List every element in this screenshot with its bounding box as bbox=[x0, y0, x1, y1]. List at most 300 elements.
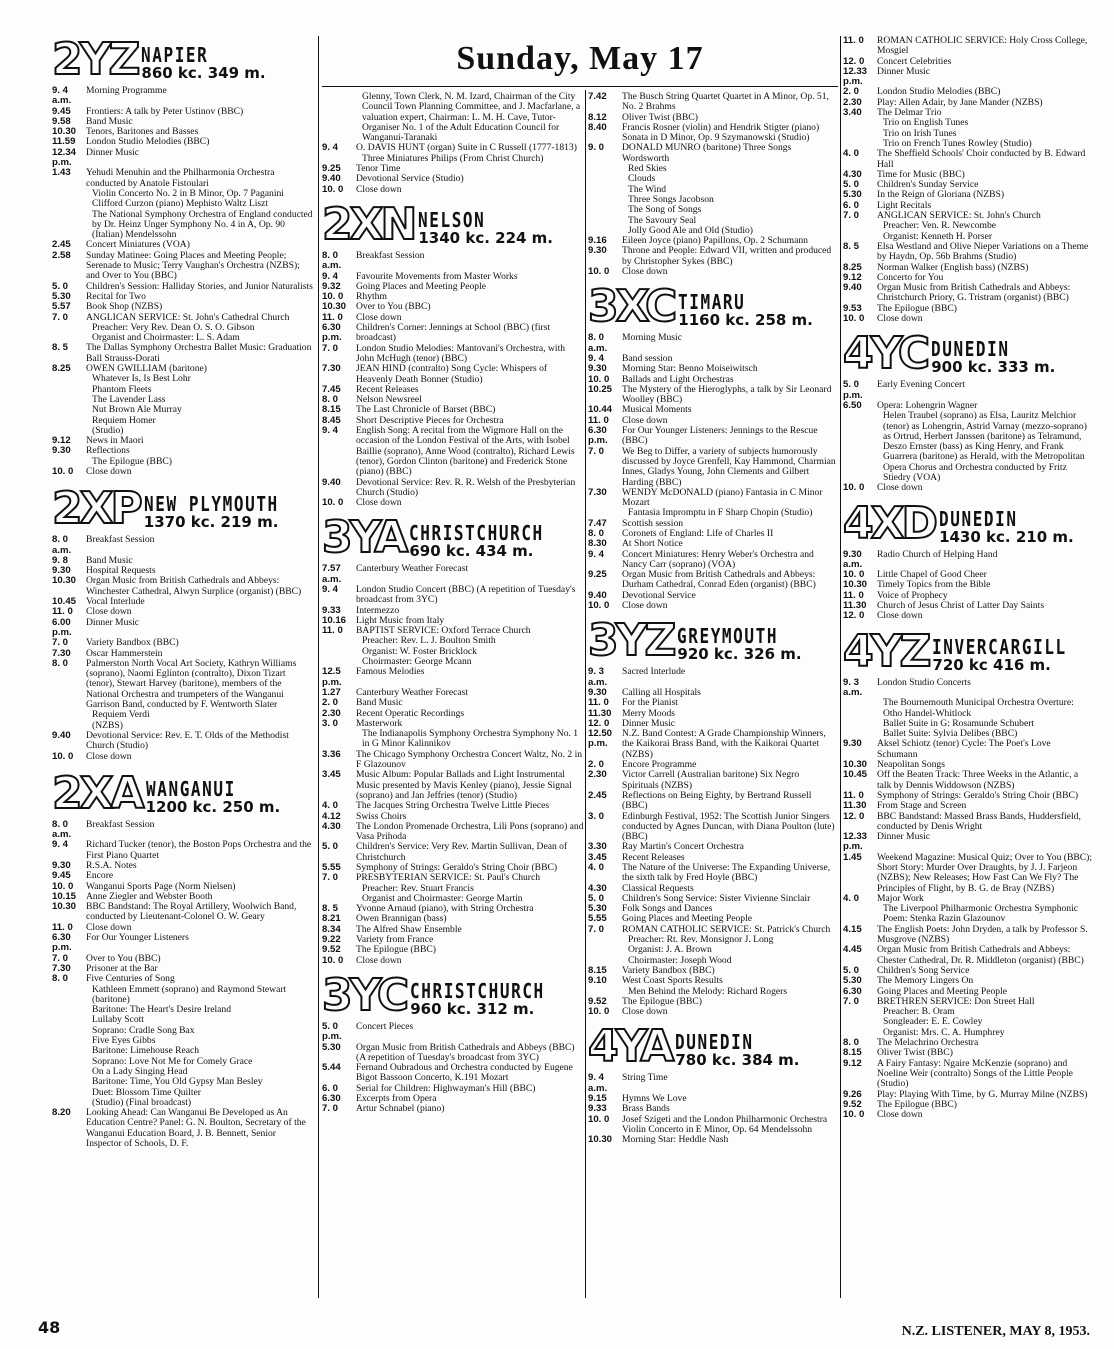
programme-time bbox=[52, 1077, 86, 1087]
station-logo: 3XC bbox=[588, 281, 675, 333]
programme-entry bbox=[52, 752, 314, 762]
station-3yc bbox=[322, 969, 584, 1021]
programme-time: 4. 0 bbox=[322, 800, 339, 812]
programme-time: 10.44 bbox=[588, 404, 613, 416]
programme-title: Encore bbox=[86, 870, 114, 882]
programme-title: ROMAN CATHOLIC SERVICE: St. Patrick's Church bbox=[622, 923, 831, 935]
programme-time: 10.30 bbox=[52, 126, 77, 138]
programme-time: 12. 0 bbox=[843, 610, 865, 622]
programme-time: 5. 0 bbox=[843, 964, 860, 976]
programme-title: For Our Younger Listeners: Jennings to the Rescue (BBC) bbox=[622, 425, 818, 447]
programme-title: Church of Jesus Christ of Latter Day Saints bbox=[877, 600, 1045, 612]
programme-title: Tenor Time bbox=[356, 163, 401, 175]
programme-time: 2. 0 bbox=[843, 86, 860, 98]
programme-entry bbox=[322, 750, 584, 771]
programme-title: The Busch String Quartet Quartet in A Minor, Op. 51, No. 2 Brahms bbox=[622, 91, 829, 113]
programme-title: Concert Pieces bbox=[356, 1020, 414, 1032]
programme-time: 9.30 bbox=[52, 860, 71, 871]
programme-title: The Jacques String Orchestra Twelve Little Pieces bbox=[356, 800, 550, 812]
programme-title: Dinner Music bbox=[86, 616, 140, 628]
programme-entry bbox=[52, 148, 314, 169]
programme-time: 5.44 bbox=[322, 1062, 341, 1074]
programme-time: 9.12 bbox=[843, 271, 862, 283]
programme-title: The Memory Lingers On bbox=[877, 975, 974, 987]
programme-title: Anne Ziegler and Webster Booth bbox=[86, 890, 213, 902]
programme-title: Neapolitan Songs bbox=[877, 759, 945, 771]
programme-time bbox=[52, 405, 86, 415]
programme-time bbox=[843, 221, 877, 231]
programme-title: Reflections on Being Eighty, by Bertrand Russell (BBC) bbox=[622, 789, 812, 812]
programme-time: 5. 0 p.m. bbox=[843, 379, 863, 401]
programme-time bbox=[52, 1067, 86, 1077]
programme-time: 8.45 bbox=[322, 414, 341, 426]
programme-title: The Epilogue (BBC) bbox=[356, 944, 436, 956]
programme-title: Five Centuries of Song bbox=[86, 973, 175, 985]
programme-time: 5.30 bbox=[52, 290, 71, 302]
programme-title: The Wind bbox=[628, 183, 667, 195]
programme-title: Band Music bbox=[86, 554, 133, 566]
station-2xp bbox=[52, 483, 314, 535]
programme-title: Close down bbox=[877, 1109, 923, 1121]
programme-entry bbox=[322, 770, 584, 801]
programme-title: Yehudi Menuhin and the Philharmonia Orchestra conducted by Anatole Fistoulari bbox=[86, 167, 275, 189]
programme-time: 9.40 bbox=[322, 173, 341, 185]
programme-entry bbox=[843, 925, 1093, 946]
programme-entry bbox=[52, 302, 314, 312]
programme-time: 6. 0 bbox=[843, 199, 860, 211]
station-4xd bbox=[843, 497, 1093, 549]
programme-time: 3. 0 bbox=[588, 810, 605, 822]
programme-title: Soprano: Cradle Song Bax bbox=[92, 1024, 195, 1036]
programme-time: 12.5 p.m. bbox=[322, 666, 342, 688]
programme-time bbox=[588, 164, 622, 174]
programme-time: 11. 0 bbox=[588, 414, 609, 426]
programme-time: 10.30 bbox=[52, 575, 77, 587]
station-3xc bbox=[588, 281, 838, 333]
programme-time: 12. 0 bbox=[588, 717, 610, 729]
programme-time: 8.34 bbox=[322, 923, 341, 935]
programme-time: 9. 3 a.m. bbox=[843, 676, 863, 698]
programme-entry bbox=[588, 333, 838, 354]
programme-time bbox=[52, 1015, 86, 1025]
programme-title: The Epilogue (BBC) bbox=[877, 302, 957, 314]
programme-entry bbox=[843, 678, 1093, 699]
programme-time: 10. 0 bbox=[588, 1113, 610, 1125]
programme-time: 6.50 bbox=[843, 399, 862, 411]
programme-title: N.Z. Band Contest: A Grade Championship Winners, the Kaikorai Brass Band, with the Kaikorai Quartet (NZBS) bbox=[622, 728, 826, 760]
programme-entry bbox=[322, 344, 584, 365]
station-logo: 4YC bbox=[843, 328, 928, 380]
programme-entry bbox=[52, 840, 314, 861]
programme-entry bbox=[322, 364, 584, 385]
station-frequency: 860 kc. 349 m. bbox=[141, 64, 266, 82]
programme-title: Morning Programme bbox=[86, 85, 167, 96]
station-city: CHRISTCHURCH bbox=[410, 978, 546, 1003]
programme-time bbox=[588, 174, 622, 184]
programme-title: Organ Music from British Cathedrals and Abbeys (BBC) (A repetition of Tuesday's broadcast from 3YC) bbox=[356, 1041, 575, 1063]
programme-time: 4. 0 bbox=[843, 148, 860, 160]
programme-title: Canterbury Weather Forecast bbox=[356, 686, 468, 698]
programme-time: 9.26 bbox=[843, 1088, 862, 1100]
programme-entry bbox=[588, 143, 838, 164]
programme-time: 9.40 bbox=[52, 729, 71, 741]
station-logo: 4XD bbox=[843, 497, 936, 549]
programme-time: 7. 0 bbox=[52, 952, 69, 964]
programme-list bbox=[843, 36, 1093, 324]
programme-entry bbox=[588, 935, 838, 945]
programme-title: Baritone: The Heart's Desire Ireland bbox=[92, 1004, 232, 1016]
programme-entry bbox=[588, 601, 838, 611]
programme-time: 10. 0 bbox=[843, 1109, 865, 1121]
programme-title: News in Maori bbox=[86, 435, 144, 447]
station-city: NAPIER bbox=[141, 43, 209, 67]
programme-entry bbox=[588, 1135, 838, 1145]
programme-entry bbox=[52, 618, 314, 639]
programme-time: 7.57 a.m. bbox=[322, 563, 342, 585]
programme-time: 9. 4 bbox=[322, 142, 339, 154]
programme-entry bbox=[843, 1110, 1093, 1120]
programme-title: Close down bbox=[622, 1006, 668, 1018]
programme-time bbox=[52, 1046, 86, 1056]
programme-title: Serial for Children: Highwayman's Hill (BBC) bbox=[356, 1082, 536, 1094]
programme-time: 9.33 bbox=[322, 604, 341, 616]
programme-title: The Chicago Symphony Orchestra Concert Waltz, No. 2 in F Glazounov bbox=[356, 748, 583, 771]
programme-title: Close down bbox=[86, 750, 132, 762]
programme-title: Glenny, Town Clerk, N. M. Izard, Chairman of the City Council Town Planning Committee, and J. Macfarlane, a valuation expert, Chairman: L. M. H. Cave, Tutor-Organiser No. 1 of the Adult Education Council for Wanganui-Taranaki bbox=[362, 91, 581, 144]
programme-title: Organist and Choirmaster: George Martin bbox=[362, 892, 523, 904]
programme-entry bbox=[588, 447, 838, 488]
programme-time bbox=[52, 1036, 86, 1046]
programme-time: 9.30 bbox=[588, 245, 607, 257]
programme-time: 9.40 bbox=[322, 476, 341, 488]
programme-title: Book Shop (NZBS) bbox=[86, 301, 163, 313]
programme-time: 10.30 bbox=[52, 901, 77, 913]
programme-time: 9. 4 bbox=[322, 270, 339, 282]
programme-title: Scottish session bbox=[622, 517, 684, 529]
programme-title: Yvonne Arnaud (piano), with String Orchestra bbox=[356, 903, 534, 915]
programme-time: 9. 4 a.m. bbox=[588, 1072, 608, 1094]
programme-time: 8.12 bbox=[588, 111, 607, 123]
programme-title: Breakfast Session bbox=[86, 818, 155, 830]
programme-title: Reflections bbox=[86, 445, 130, 457]
programme-time: 9.16 bbox=[588, 235, 607, 247]
programme-entry bbox=[588, 267, 838, 277]
programme-title: Close down bbox=[86, 921, 132, 933]
programme-time bbox=[843, 698, 877, 719]
programme-time bbox=[843, 118, 877, 128]
programme-entry bbox=[588, 550, 838, 571]
programme-title: Children's Sunday Service bbox=[877, 179, 979, 191]
station-logo: 2YZ bbox=[52, 34, 138, 85]
programme-title: The Epilogue (BBC) bbox=[622, 995, 702, 1007]
column-2 bbox=[322, 92, 584, 1115]
programme-time: 9.45 bbox=[52, 870, 71, 882]
programme-time: 6. 0 bbox=[322, 1082, 339, 1094]
programme-entry bbox=[322, 822, 584, 843]
station-logo: 3YC bbox=[322, 969, 407, 1021]
programme-title: Red Skies bbox=[628, 163, 667, 175]
programme-time: 11.30 bbox=[843, 600, 867, 612]
programme-title: Palmerston North Vocal Art Society, Kathryn Williams (soprano), Naomi Eglinton (contralto), Dixon Tizart (tenor), Stewart Harvey (baritone), members of the National Orchestra and trumpeters of the Wanganui Garrison Band, conducted by F. Wentworth Slater bbox=[86, 657, 297, 711]
programme-time: 10.30 bbox=[843, 759, 868, 771]
programme-time: 2.30 bbox=[588, 769, 607, 781]
programme-title: The Lavender Lass bbox=[92, 393, 166, 405]
programme-title: Famous Melodies bbox=[356, 666, 425, 678]
programme-time: 9.25 bbox=[322, 163, 341, 175]
programme-title: Organ Music from British Cathedrals and Abbeys: Winchester Cathedral, Alwyn Surplice (organist) (BBC) bbox=[86, 575, 302, 597]
programme-time: 10.30 bbox=[322, 301, 347, 313]
programme-title: (NZBS) bbox=[92, 719, 123, 731]
programme-time: 9.30 bbox=[588, 363, 607, 375]
programme-time bbox=[843, 1017, 877, 1027]
programme-time: 11.30 bbox=[843, 800, 867, 812]
column-4 bbox=[843, 36, 1093, 1120]
programme-title: Dinner Music bbox=[86, 146, 140, 158]
programme-title: Organ Music from British Cathedrals and Abbeys: Christchurch Priory, G. Tristram (organist) (BBC) bbox=[877, 282, 1071, 304]
programme-title: Hymns We Love bbox=[622, 1093, 687, 1105]
programme-title: Close down bbox=[877, 313, 923, 325]
programme-time: 7.45 bbox=[322, 383, 341, 395]
programme-title: Songleader: E. E. Cowley bbox=[883, 1016, 983, 1028]
programme-time: 9. 0 bbox=[588, 142, 605, 154]
programme-time bbox=[588, 935, 622, 945]
programme-time: 9.22 bbox=[322, 934, 341, 946]
programme-time: 9.25 bbox=[588, 569, 607, 581]
programme-title: Folk Songs and Dances bbox=[622, 903, 713, 915]
programme-title: Recent Releases bbox=[356, 383, 419, 395]
header-underline bbox=[322, 86, 838, 87]
programme-entry bbox=[843, 314, 1093, 324]
programme-title: Preacher: B. Oram bbox=[883, 1006, 955, 1018]
programme-time: 4.30 bbox=[588, 882, 607, 894]
programme-time: 9. 4 a.m. bbox=[52, 85, 72, 107]
programme-title: Music Album: Popular Ballads and Light Instrumental Music presented by Mavis Kenley (piano), Jessie Signal (soprano) and Jan Jeffries (tenor) (Studio) bbox=[356, 769, 572, 801]
programme-list bbox=[588, 333, 838, 611]
programme-entry bbox=[52, 86, 314, 107]
programme-list bbox=[52, 535, 314, 762]
programme-title: Over to You (BBC) bbox=[356, 301, 431, 313]
programme-title: The Delmar Trio bbox=[877, 107, 942, 119]
programme-title: ANGLICAN SERVICE: St. John's Church bbox=[877, 210, 1041, 222]
programme-title: WENDY McDONALD (piano) Fantasia in C Minor Mozart bbox=[622, 486, 823, 509]
programme-time: 10. 0 bbox=[52, 465, 74, 477]
programme-time: 2. 0 bbox=[588, 759, 605, 771]
programme-title: Trio on French Tunes Rowley (Studio) bbox=[883, 137, 1032, 149]
programme-title: Musical Moments bbox=[622, 404, 692, 416]
programme-title: Organist: W. Foster Bricklock bbox=[362, 645, 477, 657]
programme-time: 10. 0 bbox=[588, 266, 610, 278]
programme-time: 8. 0 bbox=[588, 527, 605, 539]
programme-time: 12. 0 bbox=[843, 55, 865, 67]
programme-time: 9. 4 bbox=[588, 548, 605, 560]
programme-title: The Epilogue (BBC) bbox=[877, 1098, 957, 1110]
programme-entry bbox=[843, 380, 1093, 401]
programme-time: 8. 0 bbox=[52, 973, 69, 985]
programme-title: Major Work bbox=[877, 892, 924, 904]
programme-entry bbox=[322, 956, 584, 966]
column-3 bbox=[588, 92, 838, 1146]
programme-time: 4.12 bbox=[322, 810, 341, 822]
programme-title: Children's Song Service: Sister Vivienne Sinclair bbox=[622, 892, 811, 904]
station-city: DUNEDIN bbox=[675, 1030, 754, 1055]
programme-time: 11. 0 bbox=[843, 589, 864, 601]
programme-title: Dinner Music bbox=[622, 717, 676, 729]
programme-time: 8. 0 bbox=[843, 1037, 860, 1049]
programme-title: Symphony of Strings: Geraldo's String Choir (BBC) bbox=[356, 862, 558, 873]
programme-entry bbox=[588, 698, 838, 708]
programme-title: Recital for Two bbox=[86, 290, 146, 302]
programme-title: Coronets of England: Life of Charles II bbox=[622, 527, 774, 539]
programme-title: DONALD MUNRO (baritone) Three Songs Wordsworth bbox=[622, 142, 792, 164]
programme-time: 1.45 bbox=[843, 851, 862, 863]
station-3yz bbox=[588, 615, 838, 667]
programme-time: 8.30 bbox=[588, 538, 607, 550]
programme-list bbox=[322, 564, 584, 966]
programme-time: 9.45 bbox=[52, 105, 71, 117]
programme-title: London Studio Concert (BBC) (A repetition of Tuesday's broadcast from 3YC) bbox=[356, 583, 576, 606]
programme-title: In the Reign of Gloriana (NZBS) bbox=[877, 189, 1005, 201]
programme-time bbox=[52, 374, 86, 384]
programme-title: Voice of Prophecy bbox=[877, 589, 948, 601]
programme-entry bbox=[52, 405, 314, 415]
programme-time: 9.52 bbox=[843, 1098, 862, 1110]
station-logo: 2XN bbox=[322, 198, 415, 250]
station-frequency: 690 kc. 434 m. bbox=[409, 542, 534, 561]
programme-time: 5.55 bbox=[588, 913, 607, 925]
programme-entry bbox=[843, 242, 1093, 263]
programme-title: Ballet Suite: Sylvia Delibes (BBC) bbox=[883, 728, 1018, 740]
programme-time: 10. 0 bbox=[322, 183, 344, 195]
programme-time: 11. 0 bbox=[52, 921, 73, 933]
programme-title: Going Places and Meeting People bbox=[877, 985, 1008, 997]
programme-title: Radio Church of Helping Hand bbox=[877, 548, 998, 560]
programme-time: 5.57 bbox=[52, 301, 71, 313]
programme-entry bbox=[843, 283, 1093, 304]
programme-title: Duet: Blossom Time Quilter bbox=[92, 1086, 202, 1098]
programme-time: 5.30 bbox=[843, 975, 862, 987]
programme-time: 10.15 bbox=[52, 890, 77, 902]
programme-time: 9. 4 bbox=[52, 839, 69, 851]
programme-title: Band Music bbox=[356, 697, 403, 709]
programme-entry bbox=[843, 739, 1093, 760]
programme-title: Time for Music (BBC) bbox=[877, 168, 965, 180]
programme-title: Concert Miniatures: Henry Weber's Orchestra and Nancy Carr (soprano) (VOA) bbox=[622, 548, 814, 570]
programme-title: Oliver Twist (BBC) bbox=[877, 1047, 953, 1059]
station-logo: 4YA bbox=[588, 1021, 672, 1073]
programme-entry bbox=[843, 36, 1093, 57]
programme-entry bbox=[322, 478, 584, 499]
programme-title: JEAN HIND (contralto) Song Cycle: Whispers of Heavenly Death Bonner (Studio) bbox=[356, 363, 548, 385]
programme-title: Organist and Choirmaster: L. S. Adam bbox=[92, 332, 240, 344]
programme-title: Richard Tucker (tenor), the Boston Pops Orchestra and the First Piano Quartet bbox=[86, 839, 312, 861]
programme-title: Going Places and Meeting People bbox=[356, 280, 487, 292]
programme-entry bbox=[322, 564, 584, 585]
programme-entry bbox=[322, 426, 584, 477]
programme-time: 6.30 bbox=[322, 1093, 341, 1105]
programme-title: Close down bbox=[622, 600, 668, 612]
programme-time: 6.30 p.m. bbox=[588, 425, 608, 447]
programme-title: Morning Star: Benno Moiseiwitsch bbox=[622, 363, 758, 375]
programme-title: BBC Bandstand: Massed Brass Bands, Huddersfield, conducted by Denis Wright bbox=[877, 810, 1081, 832]
programme-title: Over to You (BBC) bbox=[86, 952, 161, 964]
programme-time: 11. 0 bbox=[843, 35, 864, 46]
programme-entry bbox=[322, 185, 584, 195]
programme-title: The National Symphony Orchestra of England conducted by Dr. Heinz Unger Symphony No. 4 in A, Op. 90 (Italian) Mendelssohn bbox=[92, 208, 313, 241]
programme-time bbox=[52, 1026, 86, 1036]
programme-title: O. DAVIS HUNT (organ) Suite in C Russell (1777-1813) bbox=[356, 142, 577, 154]
programme-entry bbox=[52, 168, 314, 189]
programme-entry bbox=[322, 698, 584, 708]
programme-title: The London Promenade Orchestra, Lili Pons (soprano) and Vasa Prihoda bbox=[356, 820, 584, 843]
programme-title: Prisoner at the Bar bbox=[86, 962, 158, 974]
programme-time: 9.33 bbox=[588, 1103, 607, 1115]
programme-title: Oscar Hammerstein bbox=[86, 647, 163, 659]
programme-title: Violin Concerto No. 2 in B Minor, Op. 7 Paganini bbox=[92, 187, 284, 199]
programme-time: 6.00 p.m. bbox=[52, 616, 72, 638]
programme-time bbox=[843, 1007, 877, 1017]
programme-list bbox=[843, 380, 1093, 493]
programme-title: Ballet Suite in G: Rosamunde Schubert bbox=[883, 717, 1035, 729]
programme-time: 8.21 bbox=[322, 913, 341, 925]
programme-time: 6.30 bbox=[843, 985, 862, 997]
programme-title: Close down bbox=[86, 465, 132, 477]
programme-title: The Dallas Symphony Orchestra Ballet Music: Graduation Ball Strauss-Dorati bbox=[86, 342, 312, 364]
programme-time: 7. 0 bbox=[52, 637, 69, 649]
programme-time: 8.15 bbox=[322, 404, 341, 416]
programme-time: 3.45 bbox=[322, 769, 341, 781]
programme-time: 8. 0 a.m. bbox=[322, 249, 342, 272]
programme-time bbox=[588, 185, 622, 195]
column-divider bbox=[840, 36, 841, 1298]
programme-time bbox=[52, 323, 86, 333]
programme-title: Devotional Service: Rev. E. T. Olds of the Methodist Church (Studio) bbox=[86, 729, 289, 752]
programme-title: Little Chapel of Good Cheer bbox=[877, 569, 987, 581]
programme-title: Clouds bbox=[628, 173, 656, 185]
station-city: GREYMOUTH bbox=[677, 624, 779, 649]
programme-entry bbox=[843, 550, 1093, 571]
programme-title: The Liverpool Philharmonic Orchestra Symphonic Poem: Stenka Razin Glazounov bbox=[883, 903, 1079, 925]
programme-title: The Last Chronicle of Barset (BBC) bbox=[356, 404, 496, 416]
programme-time: 9.52 bbox=[322, 944, 341, 956]
column-divider bbox=[318, 36, 319, 1298]
programme-title: Jolly Good Ale and Old (Studio) bbox=[628, 224, 753, 236]
programme-title: Norman Walker (English bass) (NZBS) bbox=[877, 261, 1029, 273]
station-frequency: 720 kc 416 m. bbox=[932, 655, 1051, 674]
programme-time: 7.30 bbox=[588, 486, 607, 498]
programme-time: 7.30 bbox=[52, 647, 71, 659]
programme-title: Fernand Oubradous and Orchestra conducted by Eugene Bigot Bassoon Concerto, K.191 Mozart bbox=[356, 1062, 573, 1084]
programme-entry bbox=[322, 1043, 584, 1064]
programme-title: Phantom Fleets bbox=[92, 383, 152, 395]
programme-time: 1.27 bbox=[322, 686, 341, 698]
programme-entry bbox=[52, 933, 314, 954]
programme-title: BAPTIST SERVICE: Oxford Terrace Church bbox=[356, 625, 531, 637]
programme-entry bbox=[588, 1073, 838, 1094]
programme-time: 2.30 bbox=[843, 96, 862, 108]
programme-title: Vocal Interlude bbox=[86, 596, 145, 608]
programme-title: The Epilogue (BBC) bbox=[92, 455, 172, 467]
programme-time: 7. 0 bbox=[322, 342, 339, 354]
programme-time: 10.16 bbox=[322, 614, 347, 626]
programme-title: Whatever Is, Is Best Lohr bbox=[92, 373, 191, 385]
programme-entry bbox=[52, 1077, 314, 1087]
programme-time: 9.30 bbox=[52, 445, 71, 457]
programme-title: Classical Requests bbox=[622, 882, 694, 894]
programme-title: (Studio) bbox=[92, 424, 124, 436]
programme-title: Fantasia Impromptu in F Sharp Chopin (Studio) bbox=[628, 507, 813, 519]
programme-title: The Sheffield Schools' Choir conducted by B. Edward Hall bbox=[877, 148, 1086, 170]
programme-time: 8. 5 bbox=[52, 342, 69, 354]
